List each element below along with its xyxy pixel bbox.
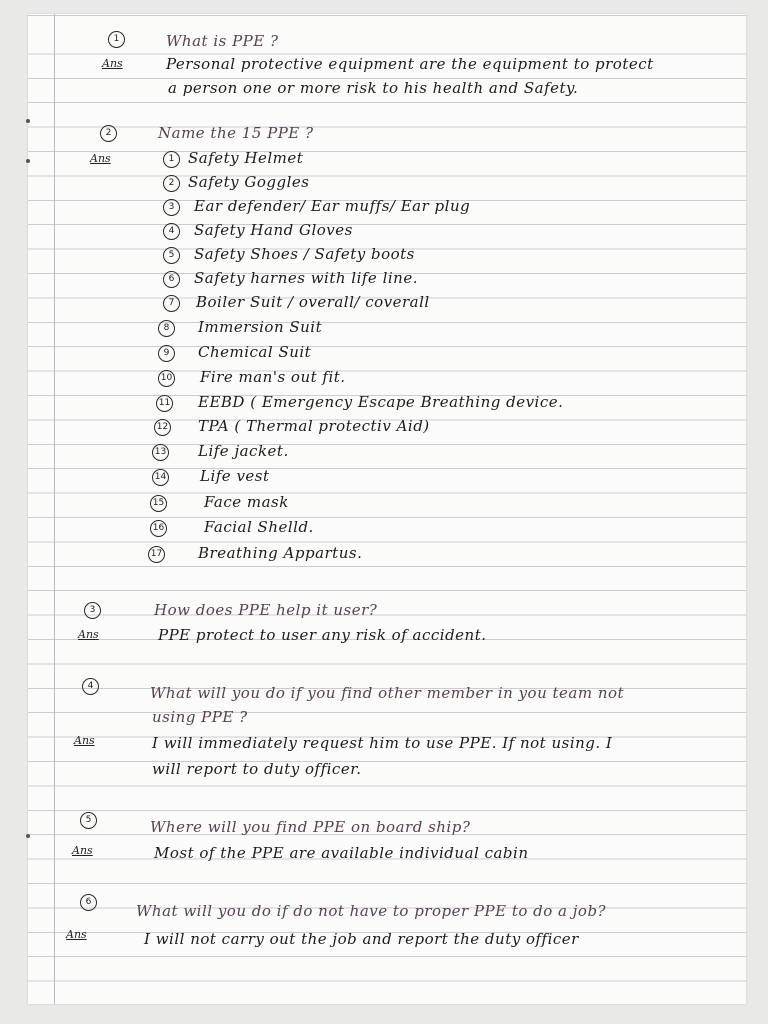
list-item: Facial Shelld. xyxy=(204,518,314,536)
question-number: 1 xyxy=(108,31,125,48)
list-item: Life jacket. xyxy=(198,442,289,460)
list-item-number: 1 xyxy=(163,151,180,168)
binding-hole xyxy=(26,159,30,163)
list-item: Life vest xyxy=(200,467,270,485)
list-item: Breathing Appartus. xyxy=(198,544,363,562)
answer-label: Ans xyxy=(72,844,93,857)
list-item-number: 4 xyxy=(163,223,180,240)
answer-label: Ans xyxy=(90,152,111,165)
answer-label: Ans xyxy=(74,734,95,747)
answer-text: I will immediately request him to use PPE. If not using. I xyxy=(152,734,613,752)
list-item: Ear defender/ Ear muffs/ Ear plug xyxy=(194,197,471,215)
list-item: Chemical Suit xyxy=(198,343,312,361)
list-item-number: 3 xyxy=(163,199,180,216)
answer-text: Most of the PPE are available individual cabin xyxy=(154,844,529,862)
question-text: using PPE ? xyxy=(152,708,248,726)
answer-text: a person one or more risk to his health and Safety. xyxy=(168,79,579,97)
answer-label: Ans xyxy=(78,628,99,641)
list-item-number: 14 xyxy=(152,469,169,486)
notebook-page xyxy=(28,14,746,1004)
list-item-number: 9 xyxy=(158,345,175,362)
answer-text: Personal protective equipment are the equipment to protect xyxy=(166,55,654,73)
list-item-number: 17 xyxy=(148,546,165,563)
question-number: 3 xyxy=(84,602,101,619)
list-item-number: 2 xyxy=(163,175,180,192)
answer-label: Ans xyxy=(102,57,123,70)
question-text: What will you do if do not have to proper PPE to do a job? xyxy=(136,902,607,920)
question-text: How does PPE help it user? xyxy=(154,601,378,619)
list-item: Face mask xyxy=(204,493,289,511)
list-item: Safety Hand Gloves xyxy=(194,221,353,239)
question-text: Where will you find PPE on board ship? xyxy=(150,818,471,836)
list-item: Safety Shoes / Safety boots xyxy=(194,245,415,263)
question-number: 4 xyxy=(82,678,99,695)
question-number: 5 xyxy=(80,812,97,829)
binding-hole xyxy=(26,119,30,123)
list-item-number: 8 xyxy=(158,320,175,337)
list-item-number: 11 xyxy=(156,395,173,412)
question-text: What will you do if you find other member in you team not xyxy=(150,684,625,702)
list-item-number: 10 xyxy=(158,370,175,387)
question-text: Name the 15 PPE ? xyxy=(158,124,314,142)
list-item-number: 16 xyxy=(150,520,167,537)
list-item-number: 5 xyxy=(163,247,180,264)
list-item: EEBD ( Emergency Escape Breathing device. xyxy=(198,393,564,411)
list-item-number: 12 xyxy=(154,419,171,436)
list-item-number: 13 xyxy=(152,444,169,461)
answer-label: Ans xyxy=(66,928,87,941)
question-number: 2 xyxy=(100,125,117,142)
list-item: Safety Helmet xyxy=(188,149,304,167)
list-item: Safety harnes with life line. xyxy=(194,269,418,287)
question-number: 6 xyxy=(80,894,97,911)
list-item: Boiler Suit / overall/ coverall xyxy=(196,293,430,311)
list-item-number: 7 xyxy=(163,295,180,312)
list-item: Safety Goggles xyxy=(188,173,310,191)
answer-text: PPE protect to user any risk of accident. xyxy=(158,626,487,644)
list-item: TPA ( Thermal protectiv Aid) xyxy=(198,417,430,435)
list-item: Fire man's out fit. xyxy=(200,368,346,386)
answer-text: I will not carry out the job and report the duty officer xyxy=(144,930,579,948)
list-item-number: 6 xyxy=(163,271,180,288)
binding-hole xyxy=(26,834,30,838)
question-text: What is PPE ? xyxy=(166,32,279,50)
list-item: Immersion Suit xyxy=(198,318,323,336)
list-item-number: 15 xyxy=(150,495,167,512)
answer-text: will report to duty officer. xyxy=(152,760,362,778)
